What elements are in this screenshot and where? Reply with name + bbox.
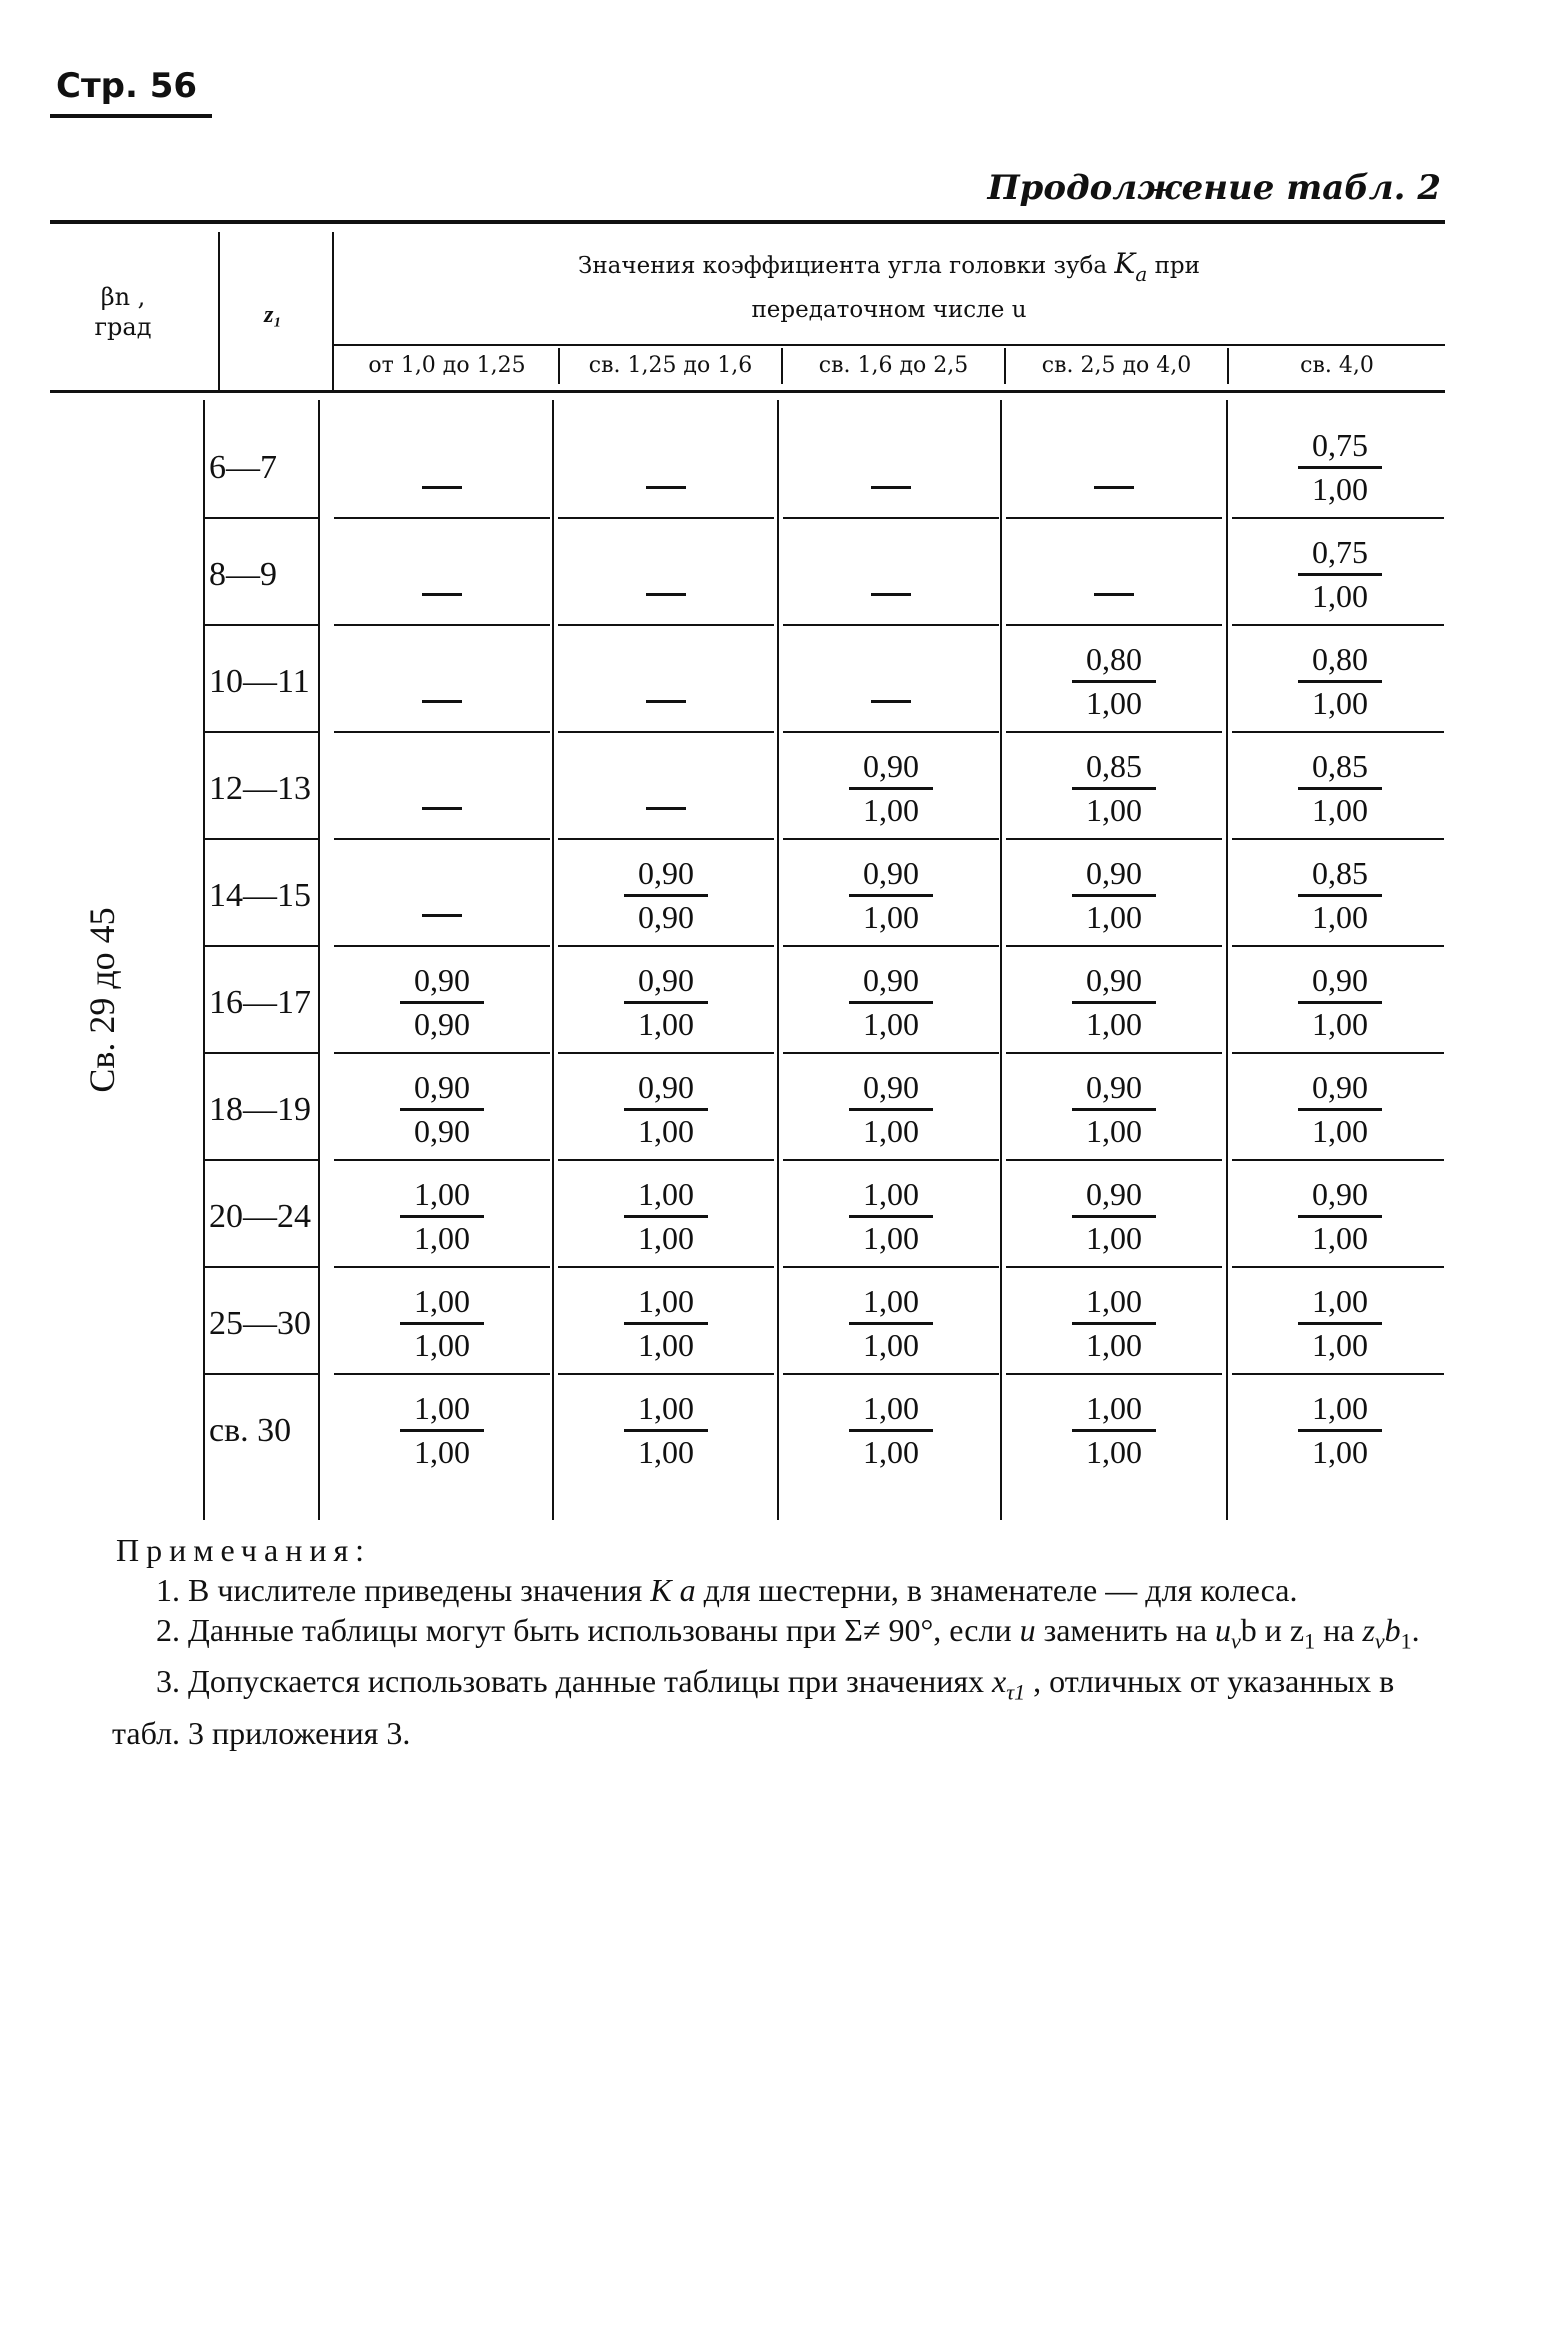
fraction bbox=[849, 1282, 933, 1365]
fraction bbox=[1072, 854, 1156, 937]
table-cell bbox=[1002, 573, 1226, 610]
row-separator bbox=[783, 838, 999, 840]
note-3-b: , отличных от указанных в табл. 3 приложения 3. bbox=[112, 1663, 1395, 1751]
fraction-denominator: 1,00 bbox=[1312, 471, 1368, 507]
table-cell bbox=[1228, 1175, 1452, 1258]
fraction bbox=[1298, 961, 1382, 1044]
fraction-denominator: 1,00 bbox=[1086, 1220, 1142, 1256]
fraction-denominator: 1,00 bbox=[638, 1113, 694, 1149]
row-separator bbox=[1006, 1266, 1222, 1268]
page-number: Стр. 56 bbox=[56, 66, 198, 106]
fraction-denominator: 1,00 bbox=[1312, 1327, 1368, 1363]
row-separator bbox=[1232, 517, 1444, 519]
table-cell bbox=[779, 573, 1003, 610]
fraction bbox=[1072, 1175, 1156, 1258]
fraction-numerator: 0,90 bbox=[1298, 1068, 1382, 1111]
fraction bbox=[624, 1068, 708, 1151]
dash-mark bbox=[422, 807, 462, 810]
table-cell bbox=[1228, 1068, 1452, 1151]
fraction-numerator: 1,00 bbox=[400, 1389, 484, 1432]
header-title-var: K bbox=[1114, 247, 1136, 280]
fraction bbox=[624, 854, 708, 937]
fraction-denominator: 1,00 bbox=[1312, 792, 1368, 828]
fraction-numerator: 0,75 bbox=[1298, 533, 1382, 576]
table-cell bbox=[779, 1175, 1003, 1258]
note-2-var: u bbox=[1019, 1612, 1036, 1648]
table-cell bbox=[330, 961, 554, 1044]
table-cell bbox=[554, 961, 778, 1044]
table-cell bbox=[1002, 1282, 1226, 1365]
table-cell bbox=[779, 747, 1003, 830]
row-separator bbox=[334, 1373, 550, 1375]
header-bottom-rule bbox=[50, 390, 1445, 393]
note-2-h: . bbox=[1411, 1612, 1420, 1648]
table-cell bbox=[330, 1068, 554, 1151]
row-separator-z bbox=[205, 838, 318, 840]
fraction-numerator: 0,90 bbox=[1298, 961, 1382, 1004]
fraction-denominator: 1,00 bbox=[414, 1434, 470, 1470]
row-z-value: 14—15 bbox=[209, 877, 311, 914]
row-separator bbox=[1232, 1266, 1444, 1268]
table-cell bbox=[330, 1175, 554, 1258]
row-separator-z bbox=[205, 1266, 318, 1268]
table-cell bbox=[330, 573, 554, 610]
dash-mark bbox=[646, 593, 686, 596]
row-separator bbox=[1232, 731, 1444, 733]
table-cell bbox=[330, 787, 554, 824]
table-cell bbox=[779, 854, 1003, 937]
fraction bbox=[400, 1175, 484, 1258]
table-cell bbox=[554, 1068, 778, 1151]
fraction bbox=[1072, 640, 1156, 723]
table-cell bbox=[330, 1282, 554, 1365]
row-separator bbox=[1006, 1159, 1222, 1161]
header-title-sub: a bbox=[1135, 262, 1148, 286]
header-beta-symbol: βn , bbox=[100, 283, 146, 311]
note-2-f-sub: v bbox=[1374, 1628, 1385, 1654]
fraction-denominator: 0,90 bbox=[414, 1006, 470, 1042]
dash-mark bbox=[646, 807, 686, 810]
row-separator bbox=[334, 517, 550, 519]
row-separator bbox=[558, 838, 774, 840]
row-separator bbox=[1232, 1052, 1444, 1054]
header-title-line1 bbox=[334, 246, 1444, 292]
fraction-numerator: 1,00 bbox=[849, 1389, 933, 1432]
row-separator bbox=[783, 945, 999, 947]
fraction-numerator: 1,00 bbox=[624, 1389, 708, 1432]
row-z-value: 12—13 bbox=[209, 770, 311, 807]
row-separator bbox=[558, 731, 774, 733]
dash-mark bbox=[422, 914, 462, 917]
fraction bbox=[1072, 747, 1156, 830]
row-separator bbox=[1232, 945, 1444, 947]
dash-mark bbox=[1094, 486, 1134, 489]
fraction-numerator: 0,90 bbox=[849, 747, 933, 790]
fraction bbox=[400, 1282, 484, 1365]
fraction-denominator: 1,00 bbox=[863, 899, 919, 935]
row-separator bbox=[558, 945, 774, 947]
header-subrule bbox=[334, 344, 1445, 346]
fraction-denominator: 1,00 bbox=[1086, 1113, 1142, 1149]
row-separator bbox=[783, 1373, 999, 1375]
fraction bbox=[1298, 1068, 1382, 1151]
table-cell bbox=[1002, 466, 1226, 503]
table-cell bbox=[1002, 1068, 1226, 1151]
dash-mark bbox=[1094, 593, 1134, 596]
row-separator bbox=[783, 517, 999, 519]
fraction bbox=[624, 1282, 708, 1365]
row-separator-z bbox=[205, 517, 318, 519]
fraction-numerator: 0,90 bbox=[849, 961, 933, 1004]
row-separator bbox=[558, 1052, 774, 1054]
row-z-value: 20—24 bbox=[209, 1198, 311, 1235]
row-separator bbox=[334, 1052, 550, 1054]
fraction-denominator: 1,00 bbox=[863, 1113, 919, 1149]
fraction-denominator: 1,00 bbox=[1086, 1327, 1142, 1363]
table-cell bbox=[554, 466, 778, 503]
table-cell bbox=[1002, 854, 1226, 937]
row-separator bbox=[783, 624, 999, 626]
note-2-c: u bbox=[1215, 1612, 1232, 1648]
page-number-rule bbox=[50, 114, 212, 118]
fraction-denominator: 1,00 bbox=[638, 1220, 694, 1256]
fraction-numerator: 0,90 bbox=[1298, 1175, 1382, 1218]
row-separator bbox=[334, 945, 550, 947]
fraction-denominator: 1,00 bbox=[863, 792, 919, 828]
table-cell bbox=[330, 466, 554, 503]
note-2-e: на bbox=[1315, 1612, 1363, 1648]
table-cell bbox=[779, 466, 1003, 503]
fraction-numerator: 0,90 bbox=[624, 1068, 708, 1111]
table-cell bbox=[1228, 1389, 1452, 1472]
table-cell bbox=[554, 1389, 778, 1472]
table-top-rule bbox=[50, 220, 1445, 224]
table-cell bbox=[554, 680, 778, 717]
row-separator bbox=[1006, 1052, 1222, 1054]
table-cell bbox=[330, 680, 554, 717]
fraction bbox=[1298, 640, 1382, 723]
fraction bbox=[1298, 854, 1382, 937]
table-cell bbox=[554, 1282, 778, 1365]
note-1-var: K a bbox=[650, 1572, 696, 1608]
fraction bbox=[849, 854, 933, 937]
fraction-denominator: 1,00 bbox=[1086, 899, 1142, 935]
note-3-a: 3. Допускается использовать данные таблицы при значениях bbox=[156, 1663, 993, 1700]
row-separator-z bbox=[205, 624, 318, 626]
row-separator bbox=[1232, 1159, 1444, 1161]
fraction-numerator: 1,00 bbox=[1072, 1282, 1156, 1325]
row-z-value: 8—9 bbox=[209, 556, 277, 593]
fraction-numerator: 0,90 bbox=[400, 961, 484, 1004]
dash-mark bbox=[871, 486, 911, 489]
fraction-numerator: 1,00 bbox=[849, 1282, 933, 1325]
note-1-b: для шестерни, в знаменателе — для колеса. bbox=[695, 1572, 1298, 1608]
note-2-c-sub: v bbox=[1231, 1628, 1241, 1654]
fraction-denominator: 1,00 bbox=[863, 1434, 919, 1470]
fraction-numerator: 0,85 bbox=[1072, 747, 1156, 790]
fraction-denominator: 1,00 bbox=[638, 1327, 694, 1363]
fraction-denominator: 1,00 bbox=[638, 1006, 694, 1042]
row-z-value: св. 30 bbox=[209, 1412, 292, 1449]
fraction-numerator: 0,90 bbox=[1072, 1175, 1156, 1218]
row-separator-z bbox=[205, 1052, 318, 1054]
row-separator-z bbox=[205, 945, 318, 947]
table-cell bbox=[1228, 747, 1452, 830]
row-z-value: 6—7 bbox=[209, 449, 277, 486]
fraction bbox=[1298, 426, 1382, 509]
header-title bbox=[334, 246, 1444, 328]
table-cell bbox=[330, 894, 554, 931]
fraction-denominator: 1,00 bbox=[1086, 685, 1142, 721]
fraction bbox=[849, 1175, 933, 1258]
table-cell bbox=[1002, 747, 1226, 830]
row-separator bbox=[783, 1159, 999, 1161]
table-cell bbox=[554, 1175, 778, 1258]
fraction-numerator: 0,85 bbox=[1298, 747, 1382, 790]
fraction-numerator: 0,90 bbox=[1072, 854, 1156, 897]
row-z-value: 18—19 bbox=[209, 1091, 311, 1128]
fraction-denominator: 1,00 bbox=[1086, 1006, 1142, 1042]
row-separator bbox=[1232, 624, 1444, 626]
note-2-f: z bbox=[1362, 1612, 1375, 1648]
table-cell bbox=[1228, 426, 1452, 509]
row-separator bbox=[334, 731, 550, 733]
fraction-denominator: 1,00 bbox=[1086, 1434, 1142, 1470]
fraction-numerator: 0,90 bbox=[624, 854, 708, 897]
fraction bbox=[1072, 961, 1156, 1044]
note-3 bbox=[112, 1661, 1447, 1752]
fraction bbox=[1072, 1068, 1156, 1151]
fraction-denominator: 1,00 bbox=[1312, 578, 1368, 614]
note-2-g-sub: 1 bbox=[1400, 1628, 1412, 1654]
fraction bbox=[1298, 533, 1382, 616]
table-cell bbox=[779, 1389, 1003, 1472]
dash-mark bbox=[646, 486, 686, 489]
side-label-beta-range: Св. 29 до 45 bbox=[82, 907, 122, 1093]
row-separator bbox=[1006, 731, 1222, 733]
notes bbox=[112, 1530, 1447, 1753]
dash-mark bbox=[422, 593, 462, 596]
fraction-denominator: 1,00 bbox=[1312, 685, 1368, 721]
table-cell bbox=[1228, 533, 1452, 616]
fraction-numerator: 1,00 bbox=[400, 1175, 484, 1218]
table-cell bbox=[330, 1389, 554, 1472]
table-cell bbox=[779, 961, 1003, 1044]
fraction-numerator: 1,00 bbox=[1298, 1389, 1382, 1432]
fraction-denominator: 1,00 bbox=[1312, 1220, 1368, 1256]
fraction-numerator: 1,00 bbox=[624, 1175, 708, 1218]
fraction-denominator: 0,90 bbox=[638, 899, 694, 935]
table-cell bbox=[554, 787, 778, 824]
table-cell bbox=[779, 680, 1003, 717]
header-title-text: Значения коэффициента угла головки зуба bbox=[578, 253, 1108, 279]
row-separator bbox=[1006, 1373, 1222, 1375]
fraction bbox=[849, 747, 933, 830]
fraction-denominator: 1,00 bbox=[1312, 1434, 1368, 1470]
fraction-numerator: 1,00 bbox=[400, 1282, 484, 1325]
fraction bbox=[1072, 1389, 1156, 1472]
note-1 bbox=[112, 1570, 1447, 1610]
fraction-numerator: 0,90 bbox=[1072, 961, 1156, 1004]
header-beta-unit: град bbox=[94, 313, 152, 341]
note-2 bbox=[112, 1610, 1447, 1661]
fraction-numerator: 1,00 bbox=[849, 1175, 933, 1218]
col-header-1: от 1,0 до 1,25 bbox=[368, 353, 526, 378]
fraction bbox=[624, 1175, 708, 1258]
note-3-var: x bbox=[992, 1663, 1007, 1700]
fraction-numerator: 1,00 bbox=[624, 1282, 708, 1325]
dash-mark bbox=[871, 700, 911, 703]
fraction-numerator: 0,90 bbox=[400, 1068, 484, 1111]
note-3-var-sub: τ1 bbox=[1006, 1679, 1026, 1705]
col-header-3: св. 1,6 до 2,5 bbox=[818, 353, 969, 378]
row-separator bbox=[1006, 945, 1222, 947]
fraction bbox=[400, 961, 484, 1044]
row-separator bbox=[1232, 838, 1444, 840]
fraction-numerator: 1,00 bbox=[1072, 1389, 1156, 1432]
table-cell bbox=[1002, 640, 1226, 723]
row-separator bbox=[558, 1373, 774, 1375]
notes-heading: Примечания: bbox=[116, 1532, 372, 1568]
row-separator bbox=[1232, 1373, 1444, 1375]
dash-mark bbox=[646, 700, 686, 703]
fraction-numerator: 0,85 bbox=[1298, 854, 1382, 897]
note-1-a: 1. В числителе приведены значения bbox=[156, 1572, 651, 1608]
fraction bbox=[1298, 747, 1382, 830]
dash-mark bbox=[871, 593, 911, 596]
table-cell bbox=[779, 1282, 1003, 1365]
fraction-numerator: 0,75 bbox=[1298, 426, 1382, 469]
header-title-tail: при bbox=[1154, 253, 1200, 279]
table-cell bbox=[1002, 961, 1226, 1044]
note-2-a: 2. Данные таблицы могут быть использованы при Σ≠ 90°, если bbox=[156, 1612, 1020, 1648]
col-header-5: св. 4,0 bbox=[1300, 353, 1374, 378]
table-cell bbox=[554, 573, 778, 610]
row-separator-z bbox=[205, 731, 318, 733]
fraction-denominator: 1,00 bbox=[414, 1327, 470, 1363]
fraction-denominator: 1,00 bbox=[1086, 792, 1142, 828]
fraction-numerator: 0,80 bbox=[1298, 640, 1382, 683]
fraction-denominator: 1,00 bbox=[863, 1327, 919, 1363]
dash-mark bbox=[422, 700, 462, 703]
note-2-d: b и z bbox=[1240, 1612, 1305, 1648]
row-separator bbox=[334, 1159, 550, 1161]
row-separator bbox=[783, 1052, 999, 1054]
table-cell bbox=[1228, 640, 1452, 723]
row-separator bbox=[783, 731, 999, 733]
row-separator-z bbox=[205, 1373, 318, 1375]
col-header-4: св. 2,5 до 4,0 bbox=[1041, 353, 1192, 378]
row-z-value: 16—17 bbox=[209, 984, 311, 1021]
header-z: z₁ bbox=[264, 302, 282, 328]
fraction-denominator: 1,00 bbox=[863, 1006, 919, 1042]
header-beta bbox=[58, 282, 188, 342]
row-separator bbox=[334, 1266, 550, 1268]
row-separator bbox=[334, 624, 550, 626]
row-separator bbox=[1006, 838, 1222, 840]
row-separator bbox=[558, 624, 774, 626]
fraction bbox=[624, 961, 708, 1044]
fraction-numerator: 0,90 bbox=[849, 1068, 933, 1111]
fraction bbox=[1072, 1282, 1156, 1365]
fraction-numerator: 0,80 bbox=[1072, 640, 1156, 683]
fraction bbox=[1298, 1389, 1382, 1472]
fraction bbox=[1298, 1175, 1382, 1258]
row-z-value: 10—11 bbox=[209, 663, 310, 700]
fraction-numerator: 0,90 bbox=[624, 961, 708, 1004]
fraction-numerator: 0,90 bbox=[849, 854, 933, 897]
fraction bbox=[400, 1389, 484, 1472]
fraction-numerator: 1,00 bbox=[1298, 1282, 1382, 1325]
note-2-b: заменить на bbox=[1035, 1612, 1216, 1648]
table-cell bbox=[1228, 854, 1452, 937]
table-cell bbox=[1002, 1175, 1226, 1258]
header-title-line2: передаточном числе u bbox=[751, 297, 1027, 323]
table-cell bbox=[1228, 1282, 1452, 1365]
row-separator bbox=[558, 1266, 774, 1268]
table-cell bbox=[779, 1068, 1003, 1151]
row-separator bbox=[1006, 517, 1222, 519]
row-z-value: 25—30 bbox=[209, 1305, 311, 1342]
fraction-denominator: 0,90 bbox=[414, 1113, 470, 1149]
col-header-2: св. 1,25 до 1,6 bbox=[588, 353, 753, 378]
table-cell bbox=[1002, 1389, 1226, 1472]
fraction bbox=[849, 1389, 933, 1472]
dash-mark bbox=[422, 486, 462, 489]
fraction bbox=[1298, 1282, 1382, 1365]
row-separator bbox=[783, 1266, 999, 1268]
table-cell bbox=[1228, 961, 1452, 1044]
table-cell bbox=[554, 854, 778, 937]
row-separator bbox=[558, 1159, 774, 1161]
fraction-denominator: 1,00 bbox=[414, 1220, 470, 1256]
fraction-denominator: 1,00 bbox=[1312, 899, 1368, 935]
note-2-d-sub: 1 bbox=[1304, 1628, 1316, 1654]
row-separator-z bbox=[205, 1159, 318, 1161]
row-separator bbox=[1006, 624, 1222, 626]
fraction-denominator: 1,00 bbox=[1312, 1113, 1368, 1149]
fraction-numerator: 0,90 bbox=[1072, 1068, 1156, 1111]
table-continuation-label: Продолжение табл. 2 bbox=[987, 168, 1441, 208]
fraction bbox=[624, 1389, 708, 1472]
note-2-g: b bbox=[1384, 1612, 1401, 1648]
fraction-denominator: 1,00 bbox=[1312, 1006, 1368, 1042]
row-separator bbox=[334, 838, 550, 840]
fraction bbox=[400, 1068, 484, 1151]
fraction-denominator: 1,00 bbox=[638, 1434, 694, 1470]
fraction bbox=[849, 961, 933, 1044]
fraction-denominator: 1,00 bbox=[863, 1220, 919, 1256]
fraction bbox=[849, 1068, 933, 1151]
row-separator bbox=[558, 517, 774, 519]
